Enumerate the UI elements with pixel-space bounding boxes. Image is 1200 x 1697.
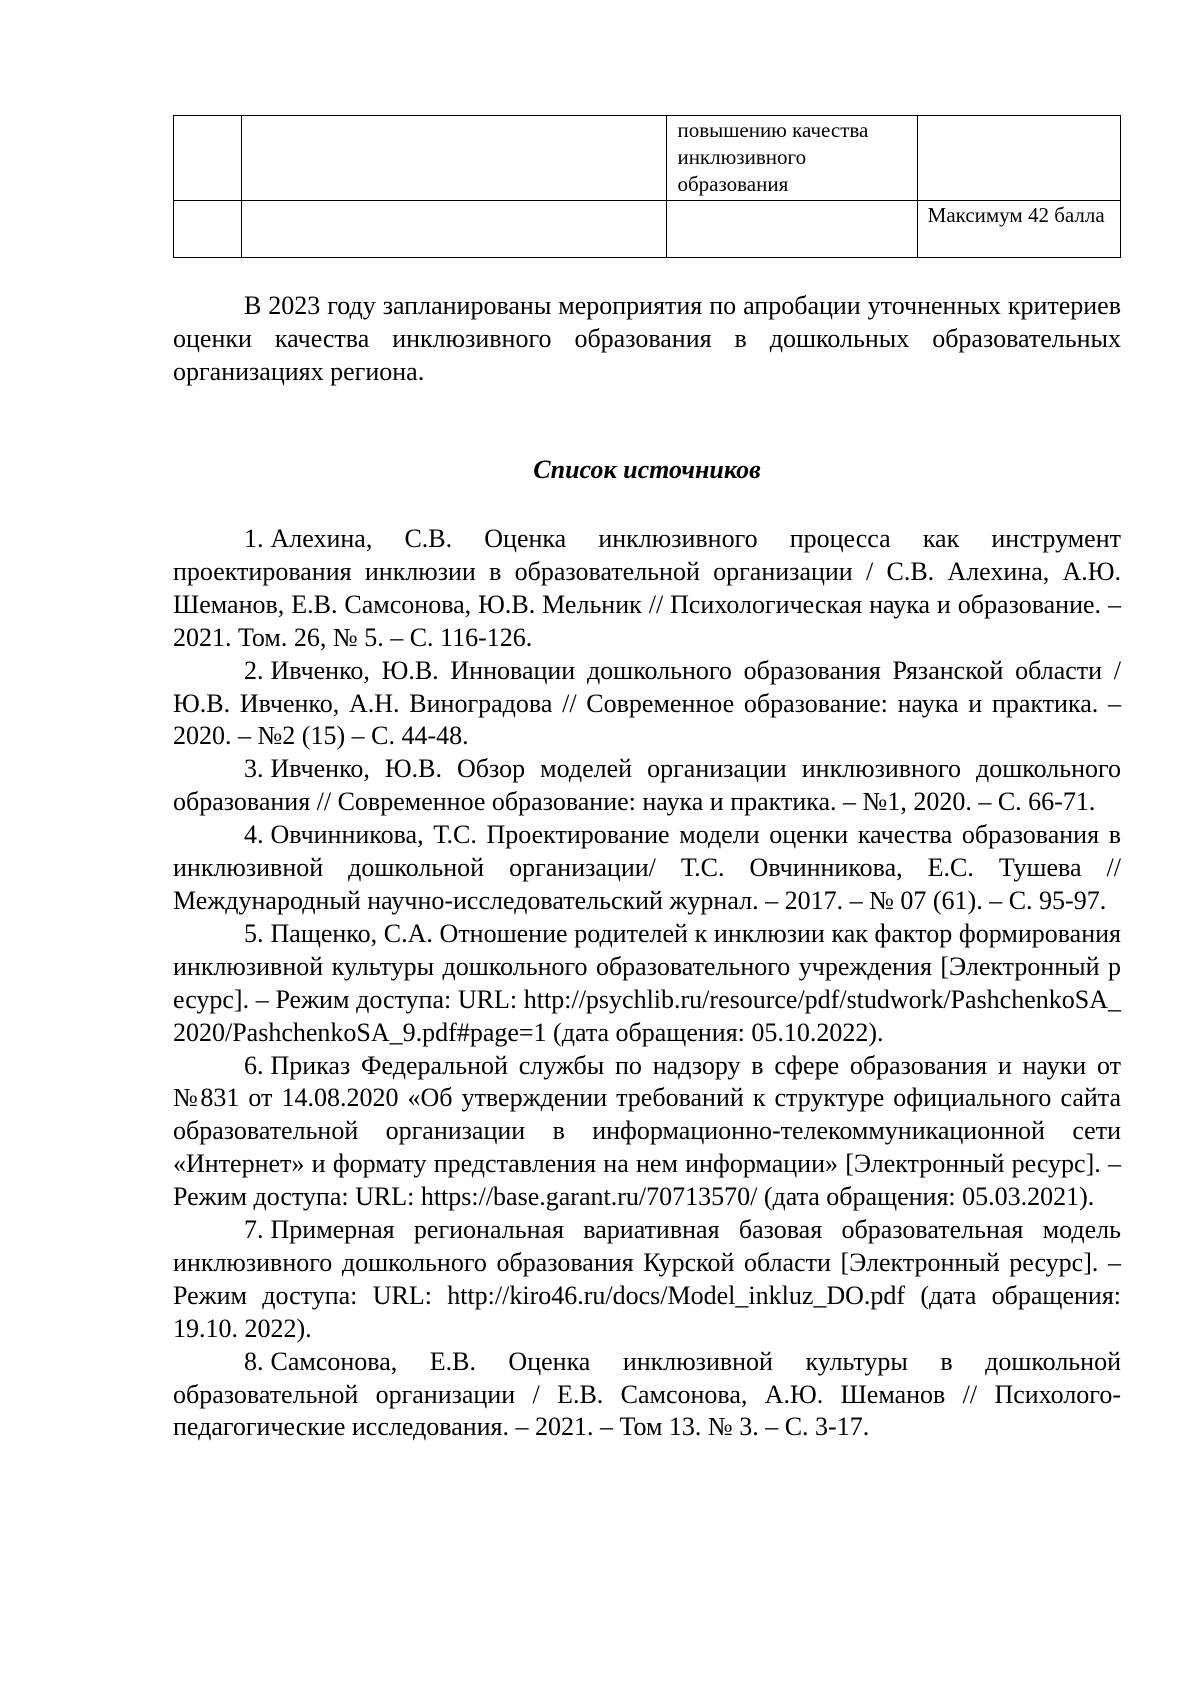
reference-text: Овчинникова, Т.С. Проектирование модели оценки качества образования в инклюзивной дошкольной организации/ Т.С. Овчинникова, Е.С. Тушева // Международный научно-исследовательский журнал. – 2017. – № 07 (61). – С. 95-97. <box>173 820 1121 915</box>
reference-number: 1. <box>244 524 264 553</box>
max-score-cell: Максимум 42 балла <box>917 201 1120 258</box>
references-heading: Список источников <box>533 455 761 484</box>
reference-number: 8. <box>244 1346 264 1376</box>
reference-number: 5. <box>244 918 264 948</box>
reference-item <box>173 1346 1121 1445</box>
table-cell <box>241 201 667 258</box>
criteria-table <box>173 115 1121 258</box>
table-cell <box>174 116 242 201</box>
reference-text: Примерная региональная вариативная базовая образовательная модель инклюзивного дошкольного образования Курской области [Электронный ресурс]. – Режим доступа: URL: http://kiro46.ru/docs/Model_inkluz_DO.pdf (дата обращения: 19.10. 2022). <box>173 1215 1121 1343</box>
table-cell <box>241 116 667 201</box>
reference-item <box>173 753 1121 819</box>
reference-number: 4. <box>244 820 264 850</box>
table-cell <box>917 116 1120 201</box>
intro-section <box>173 289 1121 388</box>
reference-number: 7. <box>244 1215 264 1245</box>
intro-paragraph: В 2023 году запланированы мероприятия по апробации уточненных критериев оценки качества инклюзивного образования в дошкольных образовательных организациях региона. <box>173 291 1121 386</box>
reference-item <box>173 1050 1121 1215</box>
table-cell <box>174 201 242 258</box>
reference-text: Приказ Федеральной службы по надзору в сфере образования и науки от №831 от 14.08.2020 «Об утверждении требований к структуре официального сайта образовательной организации в информационно-телекоммуникационной сети «Интернет» и формату представления на нем информации» [Электронный ресурс]. – Режим доступа: URL: https://base.garant.ru/70713570/ (дата обращения: 05.03.2021). <box>173 1050 1121 1212</box>
table-row <box>174 116 1121 201</box>
references-list <box>173 523 1121 1444</box>
reference-item <box>173 819 1121 918</box>
reference-number: 6. <box>244 1050 264 1080</box>
reference-text: Алехина, С.В. Оценка инклюзивного процесса как инструмент проектирования инклюзии в образовательной организации / С.В. Алехина, А.Ю. Шеманов, Е.В. Самсонова, Ю.В. Мельник // Психологическая наука и образование. – 2021. Том. 26, № 5. – С. 116-126. <box>173 524 1121 652</box>
reference-text: Ивченко, Ю.В. Инновации дошкольного образования Рязанской области / Ю.В. Ивченко, А.Н. Виноградова // Современное образование: наука и практика. – 2020. – №2 (15) – С. 44-48. <box>173 655 1121 751</box>
reference-text: Пащенко, С.А. Отношение родителей к инклюзии как фактор формирования инклюзивной культуры дошкольного образовательного учреждения [Электронный ресурс]. – Режим доступа: URL: http://psychlib.ru/resource/pdf/studwork/PashchenkoSA_2020/PashchenkoSA_9.pdf#page=1 (дата обращения: 05.10.2022). <box>173 918 1121 1047</box>
table-row <box>174 201 1121 258</box>
reference-item <box>173 918 1121 1050</box>
table-cell: повышению качества инклюзивного образования <box>667 116 917 201</box>
reference-item <box>173 1214 1121 1346</box>
reference-text: Самсонова, Е.В. Оценка инклюзивной культуры в дошкольной образовательной организации / Е.В. Самсонова, А.Ю. Шеманов // Психолого-педагогические исследования. – 2021. – Том 13. № 3. – С. 3-17. <box>173 1346 1121 1442</box>
reference-text: Ивченко, Ю.В. Обзор моделей организации инклюзивного дошкольного образования // Современное образование: наука и практика. – №1, 2020. – С. 66-71. <box>173 754 1121 817</box>
reference-number: 2. <box>244 655 264 685</box>
reference-number: 3. <box>244 754 264 784</box>
reference-item <box>173 523 1121 655</box>
table-cell <box>667 201 917 258</box>
reference-item <box>173 655 1121 754</box>
